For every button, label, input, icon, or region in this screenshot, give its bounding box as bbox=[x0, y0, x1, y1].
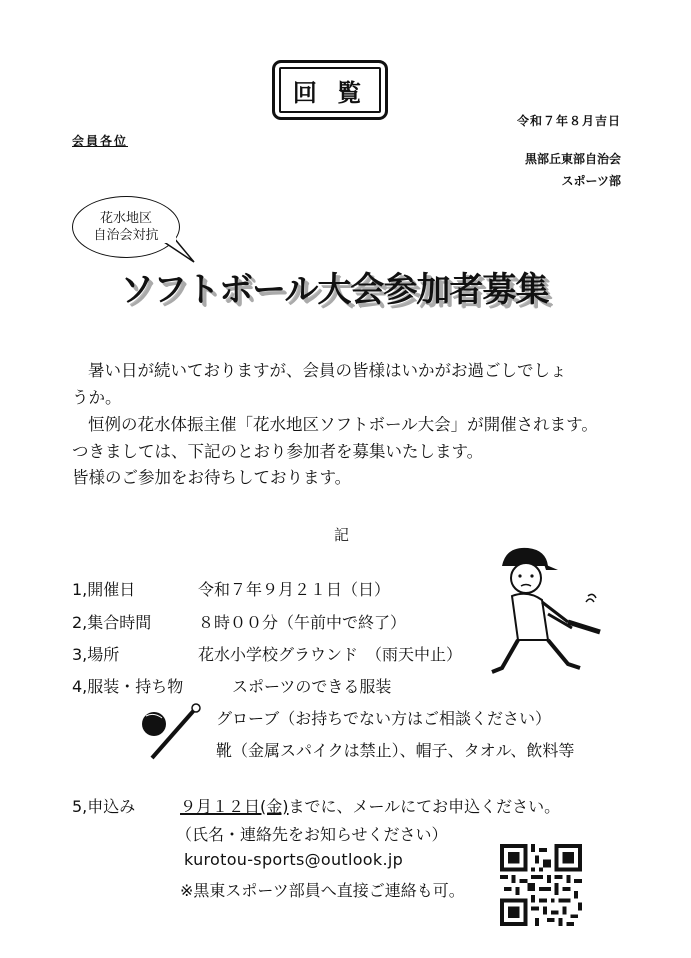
organization-name: 黒部丘東部自治会 bbox=[524, 152, 621, 166]
qr-code-icon[interactable] bbox=[500, 844, 582, 926]
issue-date: 令和７年８月吉日 bbox=[516, 114, 621, 128]
body-line-3: 恒例の花水体振主催「花水地区ソフトボール大会」が開催されます。 bbox=[88, 415, 598, 434]
addressee: 会員各位 bbox=[72, 134, 129, 148]
application-instructions: までに、メールにてお申込ください。 bbox=[288, 797, 561, 816]
body-line-5: 皆様のご参加をお待ちしております。 bbox=[72, 468, 352, 487]
body-line-1: 暑い日が続いておりますが、会員の皆様はいかがお過ごしでしょ bbox=[88, 361, 567, 380]
bubble-line-1: 花水地区 bbox=[99, 211, 152, 226]
department-name: スポーツ部 bbox=[561, 174, 621, 188]
batter-illustration-icon bbox=[488, 540, 608, 680]
page-title: ソフトボール大会参加者募集 bbox=[120, 270, 549, 310]
application-deadline: ９月１２日(金) bbox=[180, 797, 289, 816]
venue-label: 3,場所 bbox=[72, 645, 120, 664]
glove-note: グローブ（お持ちでない方はご相談ください） bbox=[216, 709, 552, 728]
body-line-2: うか。 bbox=[72, 388, 122, 407]
venue-value: 花水小学校グラウンド （雨天中止） bbox=[198, 645, 463, 664]
meeting-time-label: 2,集合時間 bbox=[72, 613, 152, 632]
notice-label: 回 覧 bbox=[292, 78, 368, 107]
meeting-time-value: ８時００分（午前中で終了） bbox=[198, 613, 407, 632]
contact-email[interactable]: kurotou-sports@outlook.jp bbox=[184, 850, 404, 869]
application-info-note: （氏名・連絡先をお知らせください） bbox=[176, 825, 448, 844]
circulation-notice-box bbox=[272, 60, 388, 120]
bubble-line-2: 自治会対抗 bbox=[93, 228, 159, 243]
other-items-note: 靴（金属スパイクは禁止）、帽子、タオル、飲料等 bbox=[216, 741, 575, 760]
event-date-label: 1,開催日 bbox=[72, 580, 136, 599]
body-line-4: つきましては、下記のとおり参加者を募集いたします。 bbox=[72, 442, 484, 461]
glove-and-bat-icon bbox=[138, 702, 202, 762]
ki-heading: 記 bbox=[334, 526, 350, 544]
direct-contact-note: ※黒東スポーツ部員へ直接ご連絡も可。 bbox=[180, 881, 465, 900]
event-date-value: 令和７年９月２１日（日） bbox=[198, 580, 391, 599]
attire-value: スポーツのできる服装 bbox=[232, 677, 392, 696]
application-label: 5,申込み bbox=[72, 797, 136, 816]
attire-label: 4,服装・持ち物 bbox=[72, 677, 184, 696]
